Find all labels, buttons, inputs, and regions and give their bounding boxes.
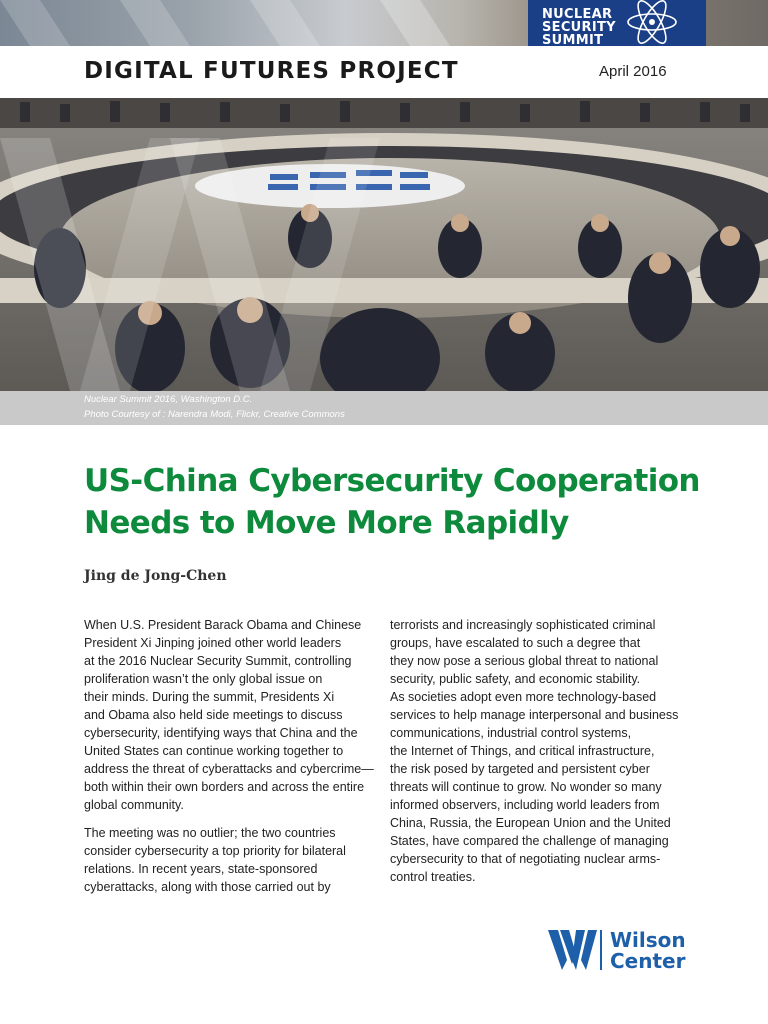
text-line: cybersecurity to that of negotiating nuclear arms- [390, 852, 661, 866]
text-line: The meeting was no outlier; the two countries [84, 826, 336, 840]
summit-sign-line: SECURITY [542, 20, 616, 35]
summit-sign-line: NUCLEAR [542, 7, 613, 22]
strip-decor [0, 0, 528, 46]
article-author: Jing de Jong-Chen [84, 568, 227, 584]
photo-credit: Photo Courtesy of : Narendra Modi, Flickr, Creative Commons [84, 409, 345, 420]
text-line: proliferation wasn’t the only global issue on [84, 672, 323, 686]
wilson-w-logo-icon [548, 928, 598, 972]
text-line: cybersecurity, identifying ways that China and the [84, 726, 358, 740]
photo-caption-band [0, 391, 768, 425]
project-title: DIGITAL FUTURES PROJECT [84, 58, 459, 84]
text-line: at the 2016 Nuclear Security Summit, controlling [84, 654, 352, 668]
body-column-right [390, 616, 690, 886]
article-headline [84, 460, 724, 544]
summit-photo [0, 98, 768, 391]
wilson-center-logo[interactable] [548, 928, 698, 974]
text-line: and Obama also held side meetings to discuss [84, 708, 343, 722]
text-line: both within their own borders and across the entire [84, 780, 365, 794]
text-line: groups, have escalated to such a degree that [390, 636, 641, 650]
text-line: communications, industrial control systems, [390, 726, 632, 740]
summit-sign-text [542, 8, 616, 46]
text-line: When U.S. President Barack Obama and Chinese [84, 618, 362, 632]
paragraph [84, 616, 384, 814]
body-column-left [84, 616, 384, 896]
text-line: President Xi Jinping joined other world leaders [84, 636, 342, 650]
logo-text: Center [610, 949, 686, 973]
logo-divider [600, 930, 602, 970]
paragraph [84, 824, 384, 896]
text-line: security, public safety, and economic stability. [390, 672, 641, 686]
summit-room-illustration [0, 98, 768, 391]
text-line: China, Russia, the European Union and the United [390, 816, 671, 830]
text-line: their minds. During the summit, Presidents Xi [84, 690, 335, 704]
text-line: As societies adopt even more technology-based [390, 690, 657, 704]
paragraph [390, 616, 690, 886]
report-date: April 2016 [599, 63, 667, 80]
nuclear-summit-sign [528, 0, 706, 46]
logo-text: Wilson [610, 928, 686, 952]
report-header [0, 46, 768, 98]
text-line: informed observers, including world leaders from [390, 798, 660, 812]
text-line: cyberattacks, along with those carried out by [84, 880, 331, 894]
text-line: threats will continue to grow. No wonder so many [390, 780, 662, 794]
text-line: the Internet of Things, and critical infrastructure, [390, 744, 655, 758]
headline-line: US-China Cybersecurity Cooperation [84, 463, 700, 499]
atom-icon [622, 0, 682, 46]
headline-line: Needs to Move More Rapidly [84, 505, 569, 541]
text-line: control treaties. [390, 870, 476, 884]
photo-caption: Nuclear Summit 2016, Washington D.C. [84, 394, 253, 405]
text-line: terrorists and increasingly sophisticated criminal [390, 618, 656, 632]
top-photo-strip [0, 0, 768, 46]
text-line: address the threat of cyberattacks and cybercrime— [84, 762, 374, 776]
text-line: consider cybersecurity a top priority for bilateral [84, 844, 346, 858]
text-line: States, have compared the challenge of managing [390, 834, 669, 848]
text-line: relations. In recent years, state-sponsored [84, 862, 318, 876]
text-line: the risk posed by targeted and persistent cyber [390, 762, 650, 776]
text-line: global community. [84, 798, 184, 812]
text-line: they now pose a serious global threat to national [390, 654, 659, 668]
summit-sign-line: SUMMIT [542, 33, 604, 46]
text-line: services to help manage interpersonal and business [390, 708, 679, 722]
text-line: United States can continue working together to [84, 744, 344, 758]
